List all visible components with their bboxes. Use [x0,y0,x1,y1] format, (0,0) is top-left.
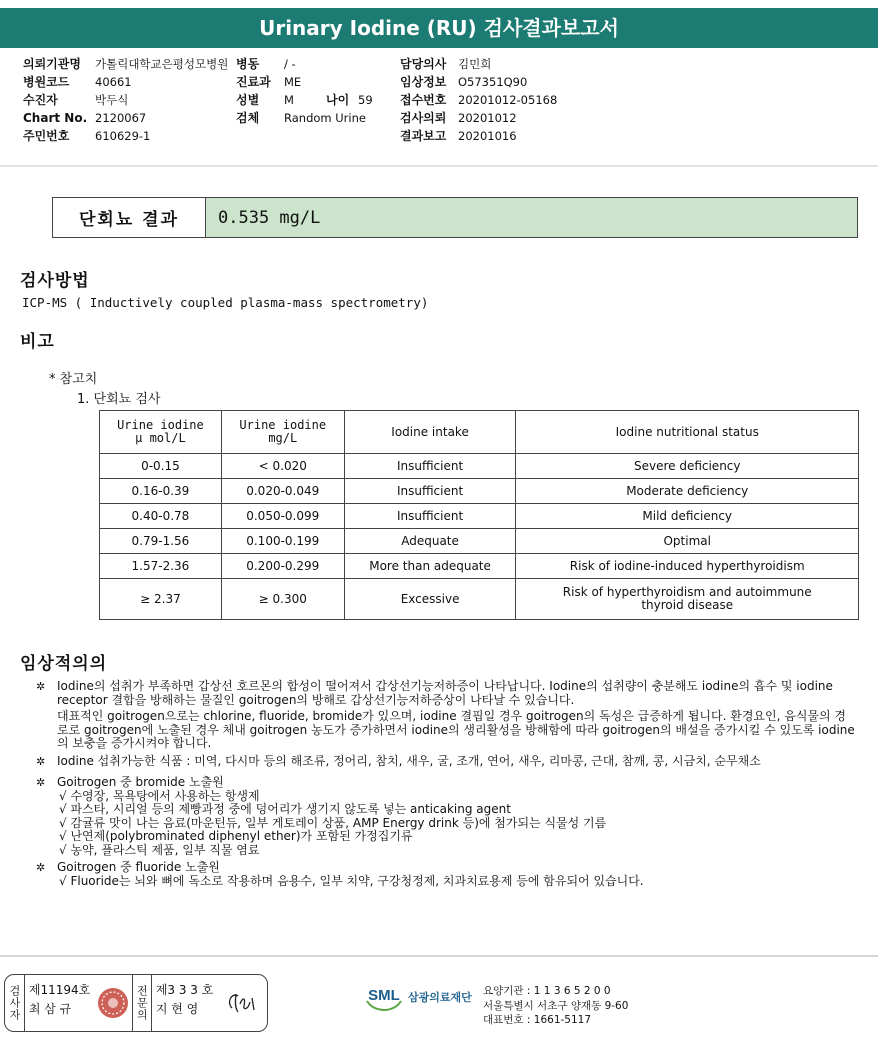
value-institution: 가톨릭대학교은평성모병원 [95,57,229,71]
value-report-date: 20201016 [458,129,517,143]
header-right [400,57,557,143]
cell-umol: 0-0.15 [100,454,222,479]
reference-table [99,410,859,620]
result-value: 0.535 mg/L [206,198,857,237]
method-heading: 검사방법 [20,271,90,291]
bullet-star-icon: ✲ [36,861,46,874]
label-clinical-info: 임상정보 [400,75,447,89]
footer-divider [0,955,878,957]
list-item [36,755,856,769]
label-ward: 병동 [236,57,260,71]
value-receipt-no: 20201012-05168 [458,93,558,107]
remarks-heading: 비고 [20,332,55,352]
clinical-paragraph-2: 대표적인 goitrogen으로는 chlorine, fluoride, bromide가 있으며, iodine 결핍일 경우 goitrogen의 독성은 급증하게 됩니다. 환경요인, 음식물의 경로로 goitrogen에 노출된 경우 체내 goitrogen 농도가 증가하면서 iodine의 생리활성을 방해함에 따라 goitrogen의 배설을 증가시킬 수 있도록 iodine의 보충을 증가시켜야 합니다. [57,709,855,750]
value-patient: 박두식 [95,93,129,107]
report-title: Urinary Iodine (RU) 검사결과보고서 [0,8,878,48]
value-request-date: 20201012 [458,111,517,125]
cell-status: Moderate deficiency [516,479,859,504]
list-item [36,861,856,888]
bromide-title: Goitrogen 중 bromide 노출원 [57,775,224,789]
label-receipt-no: 접수번호 [400,93,447,107]
label-resident-no: 주민번호 [23,129,70,143]
value-hospital-code: 40661 [95,75,132,89]
org-phone: 대표번호 : 1661-5117 [483,1014,592,1026]
ref-subtitle: 1. 단회뇨 검사 [77,392,161,407]
header-divider [0,165,878,167]
value-sex: M [284,93,294,107]
signature-box [4,974,268,1032]
label-chart-no: Chart No. [23,111,88,125]
header-left [23,57,228,143]
cell-intake: More than adequate [344,554,516,579]
col-status: Iodine nutritional status [516,411,859,454]
result-label: 단회뇨 결과 [53,198,206,237]
inspector-label-text: 검사자 [7,985,21,1021]
specialist-info [152,975,218,1031]
label-request-date: 검사의뢰 [400,111,447,125]
cell-status: Severe deficiency [516,454,859,479]
label-report-date: 결과보고 [400,129,447,143]
col-intake: Iodine intake [344,411,516,454]
cell-intake: Insufficient [344,454,516,479]
cell-mgl: ≥ 0.300 [221,579,344,620]
cell-umol: 0.40-0.78 [100,504,222,529]
cell-status: Risk of hyperthyroidism and autoimmune thyroid disease [516,579,859,620]
clinical-foods: Iodine 섭취가능한 식품 : 미역, 다시마 등의 해조류, 정어리, 참치, 새우, 굴, 조개, 연어, 새우, 리마콩, 근대, 참깨, 콩, 시금치, 순무채소 [57,753,761,768]
cell-status: Optimal [516,529,859,554]
method-text: ICP-MS ( Inductively coupled plasma-mass spectrometry) [22,295,429,310]
sml-logo-icon [364,983,404,1011]
table-row [100,554,859,579]
value-dept: ME [284,75,302,89]
cell-mgl: < 0.020 [221,454,344,479]
value-age: 59 [358,93,373,107]
table-row [100,504,859,529]
value-ward: / - [284,57,296,71]
cell-status: Risk of iodine-induced hyperthyroidism [516,554,859,579]
bullet-star-icon: ✲ [36,776,46,789]
inspector-no: 제11194호 [28,983,91,997]
label-hospital-code: 병원코드 [23,75,70,89]
fluoride-item: √ Fluoride는 뇌와 뼈에 독소로 작용하며 음용수, 일부 치약, 구강청정제, 치과치료용제 등에 함유되어 있습니다. [59,873,644,888]
bromide-item: √ 농약, 플라스틱 제품, 일부 직물 염료 [59,842,260,857]
label-age: 나이 [326,93,350,107]
bullet-star-icon: ✲ [36,754,46,768]
label-sex: 성별 [236,93,260,107]
cell-umol: 1.57-2.36 [100,554,222,579]
clinical-notes [36,680,856,892]
cell-umol: ≥ 2.37 [100,579,222,620]
result-box [52,197,858,238]
org-name: 삼광의료재단 [408,991,472,1004]
label-doctor: 담당의사 [400,57,447,71]
specialist-name: 지 현 영 [155,1002,199,1016]
clinical-heading: 임상적의의 [20,654,108,674]
cell-intake: Adequate [344,529,516,554]
col-umol: Urine iodine μ mol/L [100,411,222,454]
value-doctor: 김민희 [458,57,492,71]
bromide-item: √ 난연제(polybrominated diphenyl ether)가 포함된 가정집기류 [59,829,413,843]
inspector-info [25,975,94,1031]
logo-text: SML [368,987,400,1004]
label-specimen: 검체 [236,111,260,125]
table-row [100,454,859,479]
cell-intake: Insufficient [344,504,516,529]
seal-stamp-icon [94,975,132,1031]
table-row [100,529,859,554]
org-license: 요양기관 : 1 1 3 6 5 2 0 0 [483,985,611,997]
specialist-no: 제3 3 3 호 [155,983,214,997]
clinical-paragraph-1: Iodine의 섭취가 부족하면 갑상선 호르몬의 합성이 떨어져서 갑상선기능저하증이 나타납니다. Iodine의 섭취량이 충분해도 iodine의 흡수 및 iodine receptor 결합을 방해하는 물질인 goitrogen의 방해로 갑상선기능저하증상이 나타날 수 있습니다. [57,679,833,707]
table-row [100,479,859,504]
list-item [36,776,856,857]
signature-icon [217,975,267,1031]
table-row [100,579,859,620]
cell-mgl: 0.100-0.199 [221,529,344,554]
org-address-block [483,984,628,1028]
inspector-label [5,975,25,1031]
fluoride-title: Goitrogen 중 fluoride 노출원 [57,860,220,874]
sml-logo [364,983,472,1011]
bromide-item: √ 파스타, 시리얼 등의 제빵과정 중에 덩어리가 생기지 않도록 넣는 anticaking agent [59,802,511,816]
label-patient: 수진자 [23,93,58,107]
list-item [36,680,856,751]
specialist-label-text: 전문의 [135,985,149,1021]
value-clinical-info: O57351Q90 [458,75,528,89]
col-mgl: Urine iodine mg/L [221,411,344,454]
cell-umol: 0.79-1.56 [100,529,222,554]
inspector-name: 최 삼 규 [28,1002,72,1016]
label-institution: 의뢰기관명 [23,57,81,71]
table-header-row [100,411,859,454]
value-resident-no: 610629-1 [95,129,151,143]
header-middle [236,57,373,125]
cell-umol: 0.16-0.39 [100,479,222,504]
cell-intake: Insufficient [344,479,516,504]
cell-status: Mild deficiency [516,504,859,529]
bullet-star-icon: ✲ [36,680,46,693]
cell-mgl: 0.050-0.099 [221,504,344,529]
label-dept: 진료과 [236,75,271,89]
cell-mgl: 0.020-0.049 [221,479,344,504]
ref-title: * 참고치 [49,372,98,387]
value-specimen: Random Urine [284,111,366,125]
cell-intake: Excessive [344,579,516,620]
cell-mgl: 0.200-0.299 [221,554,344,579]
specialist-label [132,975,152,1031]
bromide-item: √ 감귤류 맛이 나는 음료(마운틴듀, 일부 게토레이 상품, AMP Energy drink 등)에 첨가되는 식물성 기름 [59,815,607,830]
org-address: 서울특별시 서초구 양재동 9-60 [483,999,629,1012]
value-chart-no: 2120067 [95,111,147,125]
bromide-item: √ 수영장, 목욕탕에서 사용하는 항생제 [59,788,260,803]
